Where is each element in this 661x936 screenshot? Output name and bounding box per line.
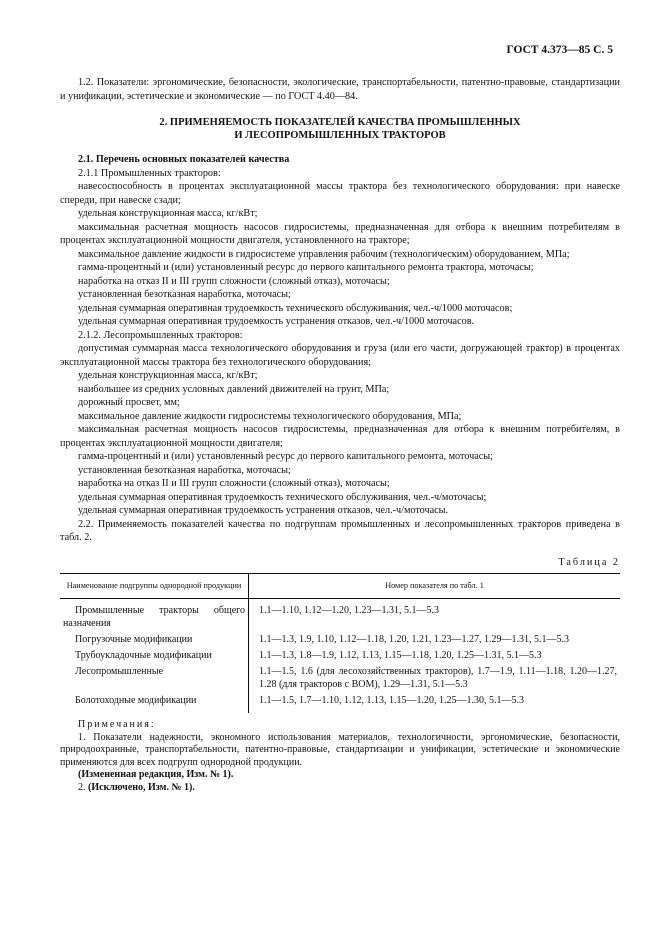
paragraph-2-2: 2.2. Применяемость показателей качества по подгруппам промышленных и лесопромышленных тракторов приведена в табл. 2. xyxy=(60,518,620,543)
note-2 xyxy=(60,782,620,795)
list-item: максимальное давление жидкости в гидросистеме управления рабочим (технологическим) оборудованием, МПа; xyxy=(78,248,570,260)
subgroup-name: Болотоходные модификации xyxy=(60,691,249,713)
list-item: максимальная расчетная мощность насосов гидросистемы, предназначенная для отбора к внешним потребителям в процентах эксплуатационной мощности двигателя, установленного на тракторе; xyxy=(60,221,620,246)
notes-title: Примечания: xyxy=(78,719,156,730)
note-2-text: (Исключено, Изм. № 1). xyxy=(88,781,195,793)
section-2-title-line-2: И ЛЕСОПРОМЫШЛЕННЫХ ТРАКТОРОВ xyxy=(234,130,446,141)
heading-2-1: 2.1. Перечень основных показателей качества xyxy=(78,154,290,165)
table-row xyxy=(60,662,620,691)
list-item: наработка на отказ II и III групп сложности (сложный отказ), моточасы; xyxy=(78,478,390,489)
list-item: гамма-процентный и (или) установленный ресурс до первого капитального ремонта, моточасы; xyxy=(78,451,493,462)
list-item: установленная безотказная наработка, моточасы; xyxy=(78,464,291,476)
note-2-number: 2. xyxy=(78,781,86,793)
list-forestry-indicators xyxy=(60,342,620,518)
subgroup-name: Промышленные тракторы общего назначения xyxy=(60,599,249,631)
list-item: максимальное давление жидкости гидросистемы технологического оборудования, МПа; xyxy=(78,410,462,422)
table-row xyxy=(60,599,620,631)
column-header-indicator-number: Номер показателя по табл. 1 xyxy=(249,574,621,599)
section-2-title-line-1: 2. ПРИМЕНЯЕМОСТЬ ПОКАЗАТЕЛЕЙ КАЧЕСТВА ПРОМЫШЛЕННЫХ xyxy=(159,117,521,128)
indicator-numbers: 1.1—1.3, 1.8—1.9, 1.12, 1.13, 1.15—1.18, 1.20, 1.25—1.31, 5.1—5.3 xyxy=(259,650,542,661)
list-item: удельная суммарная оперативная трудоемкость технического обслуживания, чел.-ч/моточасы; xyxy=(78,491,487,503)
list-item: удельная суммарная оперативная трудоемкость устранения отказов, чел.-ч/1000 моточасов. xyxy=(78,316,475,327)
subgroup-name: Трубоукладочные модификации xyxy=(60,646,249,662)
list-industrial-indicators xyxy=(60,180,620,329)
document-body xyxy=(60,76,620,794)
table-row xyxy=(60,691,620,713)
applicability-table xyxy=(60,573,620,713)
list-item: наибольшее из средних условных давлений движителей на грунт, МПа; xyxy=(78,383,390,395)
subgroup-name: Погрузочные модификации xyxy=(60,630,249,646)
indicator-numbers: 1.1—1.5, 1.6 (для лесохозяйственных тракторов), 1.7—1.9, 1.11—1.18, 1.20—1.27, 1.28 (для тракторов с ВОМ), 1.29—1.31, 5.1—5.3 xyxy=(259,666,617,690)
list-item: наработка на отказ II и III групп сложности (сложный отказ), моточасы; xyxy=(78,275,390,287)
list-item: удельная конструкционная масса, кг/кВт; xyxy=(78,370,258,381)
page-header: ГОСТ 4.373—85 С. 5 xyxy=(506,44,613,56)
table-row xyxy=(60,630,620,646)
table-caption: Таблица 2 xyxy=(558,556,620,568)
indicator-numbers: 1.1—1.3, 1.9, 1.10, 1.12—1.18, 1.20, 1.21, 1.23—1.27, 1.29—1.31, 5.1—5.3 xyxy=(259,634,569,645)
list-item: допустимая суммарная масса технологического оборудования и груза (или его части, догружающей трактор) в процентах эксплуатационной массы трактора без технологического оборудования; xyxy=(60,343,620,368)
list-item: навесоспособность в процентах эксплуатационной массы трактора без технологического оборудования: при навеске спереди, при навеске сзади; xyxy=(60,181,620,206)
subgroup-name: Лесопромышленные xyxy=(60,662,249,691)
note-1: 1. Показатели надежности, экономного использования материалов, технологичности, эргономические, безопасности, природоохранные, транспортабельности, патентно-правовые, стандартизации и унификации, эстетические и экономические применяются для всех подгрупп однородной продукции. xyxy=(60,731,620,768)
note-1-edit: (Измененная редакция, Изм. № 1). xyxy=(78,769,234,780)
list-item: установленная безотказная наработка, моточасы; xyxy=(78,289,291,300)
heading-2-1-2: 2.1.2. Лесопромышленных тракторов: xyxy=(78,329,243,341)
table-header-row xyxy=(60,574,620,599)
heading-2-1-1: 2.1.1 Промышленных тракторов: xyxy=(78,167,221,179)
list-item: удельная конструкционная масса, кг/кВт; xyxy=(78,208,258,219)
list-item: удельная суммарная оперативная трудоемкость технического обслуживания, чел.-ч/1000 моточасов; xyxy=(78,302,513,314)
section-2-title xyxy=(60,116,620,142)
indicator-numbers: 1.1—1.5, 1.7—1.10, 1.12, 1.13, 1.15—1.20, 1.25—1.30, 5.1—5.3 xyxy=(259,695,524,706)
indicator-numbers: 1.1—1.10, 1.12—1.20, 1.23—1.31, 5.1—5.3 xyxy=(259,605,439,616)
table-row xyxy=(60,646,620,662)
list-item: удельная суммарная оперативная трудоемкость устранения отказов, чел.-ч/моточасы. xyxy=(78,505,449,516)
list-item: максимальная расчетная мощность насосов гидросистемы, предназначенная для отбора к внешним потребителям, в процентах эксплуатационной мощности двигателя; xyxy=(60,424,620,449)
list-item: дорожный просвет, мм; xyxy=(78,397,180,408)
paragraph-1-2: 1.2. Показатели: эргономические, безопасности, экологические, транспортабельности, патентно-правовые, стандартизации и унификации, эстетические и экономические — по ГОСТ 4.40—84. xyxy=(60,77,620,102)
column-header-subgroup: Наименование подгруппы однородной продукции xyxy=(60,574,249,599)
list-item: гамма-процентный и (или) установленный ресурс до первого капитального ремонта трактора, моточасы; xyxy=(78,262,534,273)
notes-block xyxy=(60,719,620,794)
